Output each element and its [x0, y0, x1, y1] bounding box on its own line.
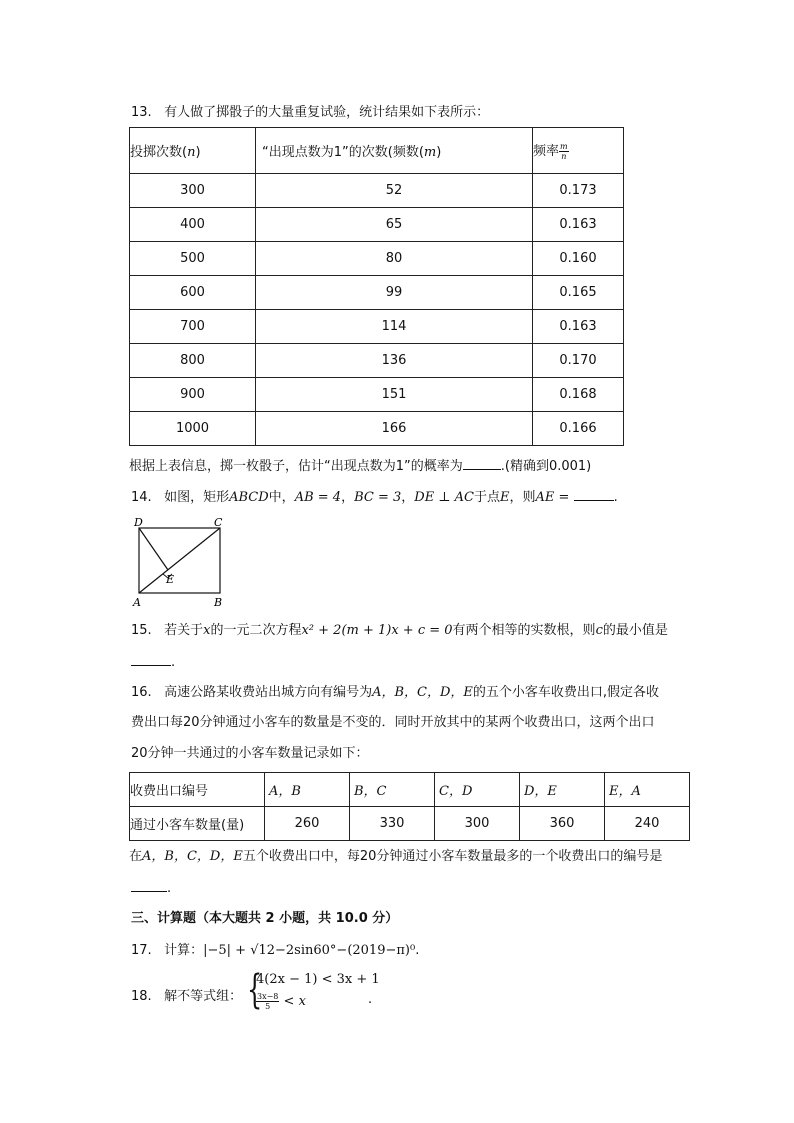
q14-stem: 14. 如图，矩形ABCD中，AB = 4，BC = 3，DE ⊥ AC于点E，则AE = .: [131, 486, 618, 508]
table-row: 900 151 0.168: [130, 378, 624, 412]
label-e: E: [166, 573, 175, 586]
table-row: 500 80 0.160: [130, 242, 624, 276]
toll-gate-table: [129, 772, 690, 841]
header-throws: 投掷次数(n): [130, 128, 256, 174]
q13-number: 13.: [131, 105, 152, 120]
inequality-1: 4(2x − 1) < 3x + 1: [256, 972, 380, 987]
table-header-row: 收费出口编号 A，B B，C C，D D，E E，A: [130, 773, 690, 807]
answer-blank[interactable]: [463, 455, 501, 470]
left-brace: {: [247, 967, 263, 1013]
table-row: 600 99 0.165: [130, 276, 624, 310]
table-row: 300 52 0.173: [130, 174, 624, 208]
dice-frequency-table: [129, 127, 624, 446]
q13-text: 有人做了掷骰子的大量重复试验，统计结果如下表所示：: [164, 105, 490, 120]
answer-blank[interactable]: [574, 486, 614, 501]
table-row: 通过小客车数量(量) 260 330 300 360 240: [130, 807, 690, 841]
answer-blank[interactable]: [131, 877, 167, 892]
table-row: 800 136 0.170: [130, 344, 624, 378]
rectangle-figure: [128, 516, 228, 610]
header-frequency: 频率 $\frac{m}{n}$: [533, 128, 624, 174]
label-a: A: [133, 596, 141, 609]
label-c: C: [214, 516, 223, 529]
table-row: 700 114 0.163: [130, 310, 624, 344]
q15-answer-line: .: [131, 651, 175, 673]
table-header-row: [130, 128, 624, 174]
segment-de: [139, 528, 168, 570]
q13-stem: [131, 103, 489, 123]
inequality-2: $\frac{3x-8}{5}$ < x: [257, 992, 306, 1011]
frequency-fraction: $\frac{m}{n}$: [560, 142, 568, 161]
q18-stem: 18. 解不等式组：: [131, 989, 243, 1004]
q16-line3: 20分钟一共通过的小客车数量记录如下：: [131, 746, 369, 761]
label-d: D: [134, 516, 143, 529]
q16-line1: 16. 高速公路某收费站出城方向有编号为A，B，C，D，E的五个小客车收费出口,假定各收: [131, 685, 660, 700]
label-b: B: [214, 596, 223, 609]
q13-conclusion: 根据上表信息，掷一枚骰子，估计“出现点数为1”的概率为 .(精确到0.001): [129, 455, 591, 477]
answer-blank[interactable]: [131, 651, 171, 666]
inequality-fraction: $\frac{3x-8}{5}$: [257, 992, 279, 1011]
diagonal-ac: [139, 528, 220, 593]
header-count: “出现点数为1”的次数(频数(m): [256, 128, 533, 174]
table-row: 400 65 0.163: [130, 208, 624, 242]
q18-end: .: [368, 992, 373, 1007]
q16-answer-line: .: [131, 877, 171, 899]
q16-question: 在A，B，C，D，E五个收费出口中，每20分钟通过小客车数量最多的一个收费出口的编号是: [129, 849, 663, 864]
section-3-title: 三、计算题（本大题共 2 小题，共 10.0 分）: [131, 911, 399, 926]
q17-stem: 17. 计算：|−5| + √12−2sin60°−(2019−π)⁰.: [131, 943, 420, 958]
q16-line2: 费出口每20分钟通过小客车的数量是不变的．同时开放其中的某两个收费出口，这两个出口: [131, 715, 655, 730]
q15-stem: 15. 若关于x的一元二次方程x² + 2(m + 1)x + c = 0有两个相等的实数根，则c的最小值是: [131, 623, 668, 638]
table-row: 1000 166 0.166: [130, 412, 624, 446]
